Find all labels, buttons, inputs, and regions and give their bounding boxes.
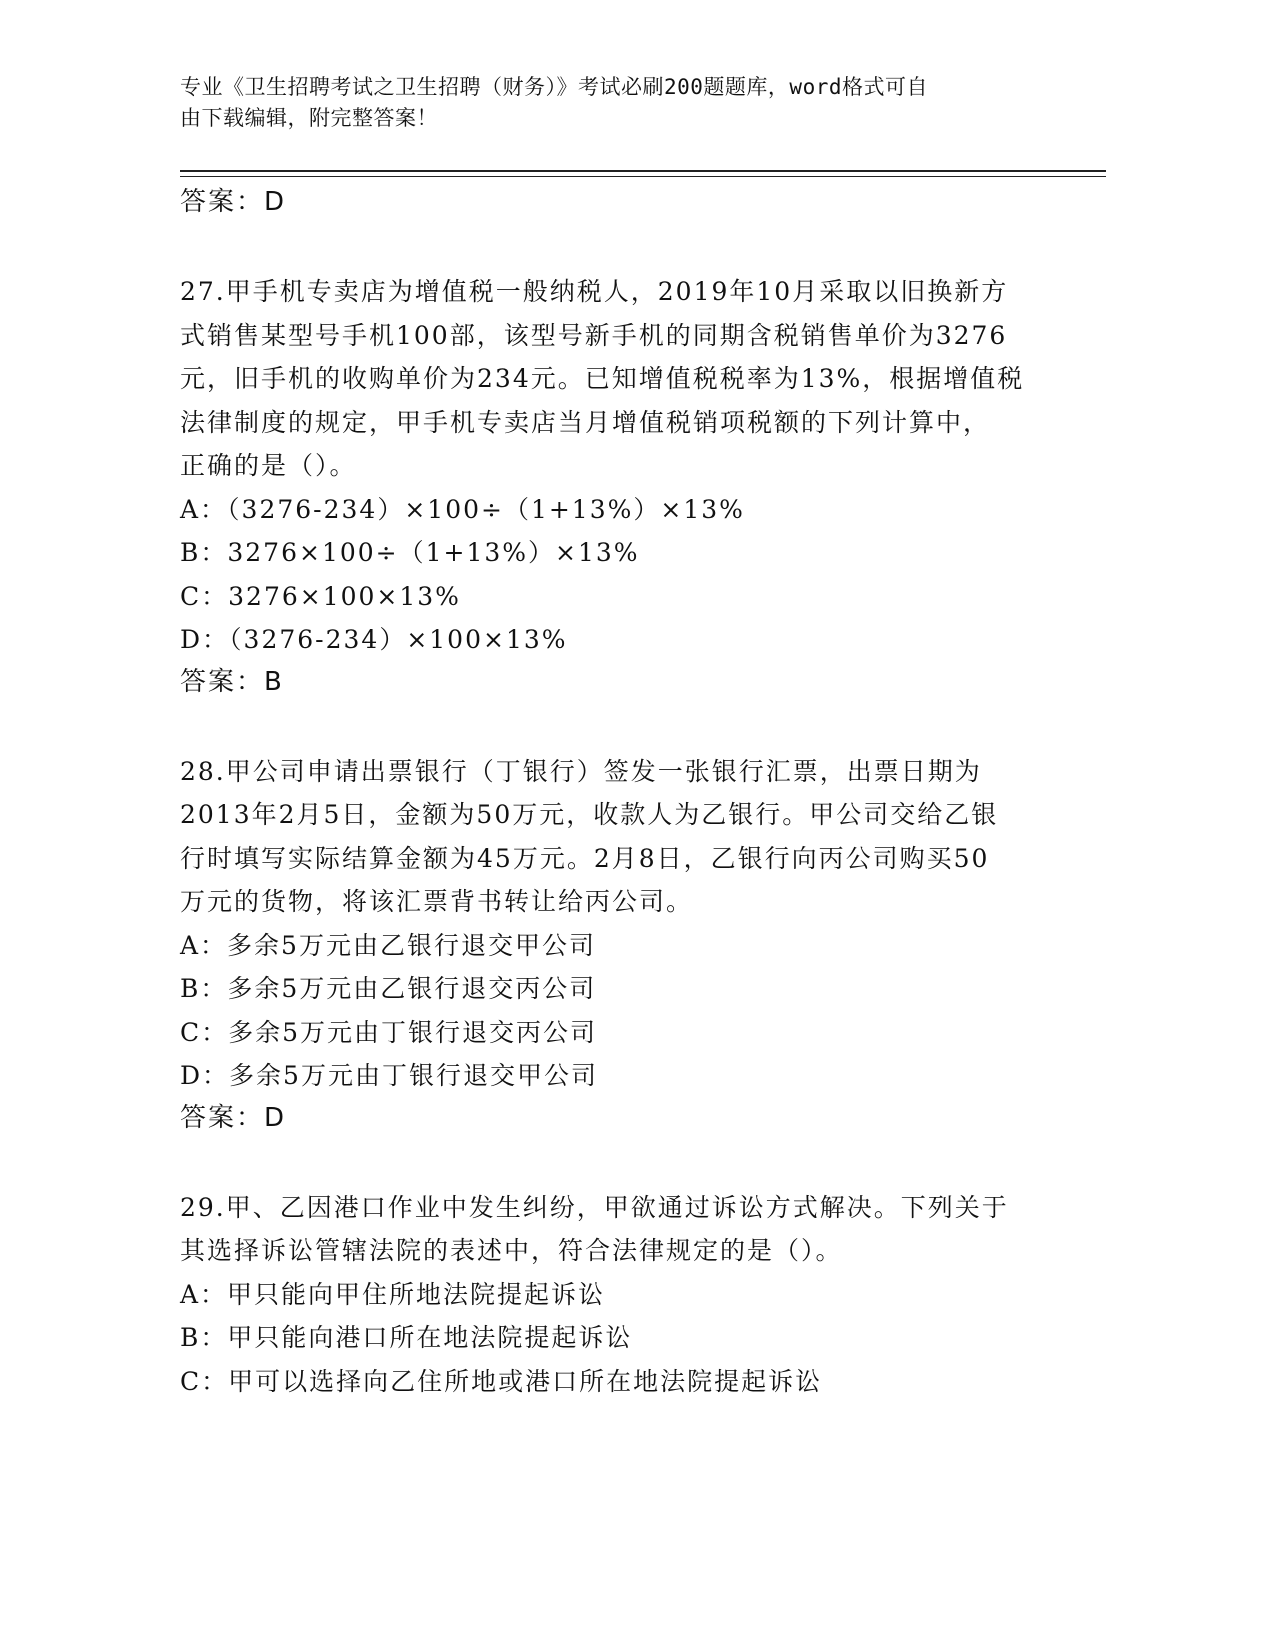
option-b: B：3276×100÷（1+13%）×13% [180,538,640,567]
question-29 [180,1186,1040,1404]
answer-line: 答案：B [180,666,284,697]
header-divider-thick [180,170,1106,172]
header-line: 专业《卫生招聘考试之卫生招聘（财务）》考试必刷200题题库，word格式可自 [180,75,928,99]
page-header [180,72,1040,134]
option-a: A：多余5万元由乙银行退交甲公司 [180,930,596,960]
answer-line: 答案：D [180,187,287,217]
option-d: D：（3276-234）×100×13% [180,625,568,654]
option-a: A：（3276-234）×100÷（1+13%）×13% [180,494,745,524]
option-c: C：甲可以选择向乙住所地或港口所在地法院提起诉讼 [180,1366,823,1396]
question-text: 27.甲手机专卖店为增值税一般纳税人，2019年10月采取以旧换新方 式销售某型号手机100部，该型号新手机的同期含税销售单价为3276 元，旧手机的收购单价为234元。已知增值税税率为13%，根据增值税 法律制度的规定，甲手机专卖店当月增值税销项税额的下列计算中， 正确的是（）。 [180,277,1025,480]
question-28 [180,750,1040,1138]
option-d: D：多余5万元由丁银行退交甲公司 [180,1061,598,1090]
option-a: A：甲只能向甲住所地法院提起诉讼 [180,1279,606,1309]
question-text: 29.甲、乙因港口作业中发生纠纷，甲欲通过诉讼方式解决。下列关于 其选择诉讼管辖法院的表述中，符合法律规定的是（）。 [180,1192,1009,1265]
option-b: B：甲只能向港口所在地法院提起诉讼 [180,1323,633,1352]
option-c: C：多余5万元由丁银行退交丙公司 [180,1017,598,1047]
option-b: B：多余5万元由乙银行退交丙公司 [180,974,597,1003]
question-list [180,182,1040,1403]
question-text: 28.甲公司申请出票银行（丁银行）签发一张银行汇票，出票日期为 2013年2月5日，金额为50万元，收款人为乙银行。甲公司交给乙银 行时填写实际结算金额为45万元。2月8日，乙银行向丙公司购买50 万元的货物，将该汇票背书转让给丙公司。 [180,756,999,916]
header-divider-thin [180,176,1106,177]
question-27 [180,270,1040,702]
answer-line: 答案：D [180,1102,287,1133]
header-line: 由下载编辑，附完整答案！ [180,106,438,130]
option-c: C：3276×100×13% [180,581,461,611]
